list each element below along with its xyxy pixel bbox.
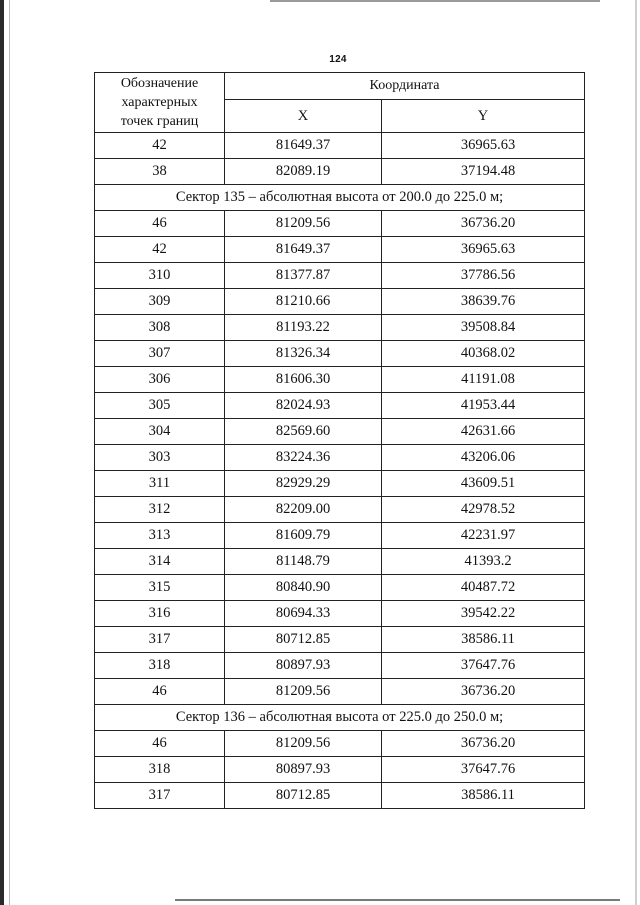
table-row	[95, 159, 585, 185]
x-cell: 82929.29	[225, 471, 382, 497]
header-point-label	[95, 73, 225, 133]
point-cell: 306	[95, 367, 225, 393]
y-cell: 43609.51	[382, 471, 585, 497]
point-cell: 308	[95, 315, 225, 341]
point-cell: 312	[95, 497, 225, 523]
y-cell: 41393.2	[382, 549, 585, 575]
y-cell: 37786.56	[382, 263, 585, 289]
x-cell: 80897.93	[225, 653, 382, 679]
table-row	[95, 783, 585, 809]
table-row	[95, 419, 585, 445]
table-row	[95, 523, 585, 549]
table-row	[95, 549, 585, 575]
y-cell: 42231.97	[382, 523, 585, 549]
x-cell: 81148.79	[225, 549, 382, 575]
y-cell: 41953.44	[382, 393, 585, 419]
point-cell: 303	[95, 445, 225, 471]
x-cell: 81609.79	[225, 523, 382, 549]
table-header-row	[95, 73, 585, 100]
y-cell: 38586.11	[382, 627, 585, 653]
x-cell: 80712.85	[225, 627, 382, 653]
table-row	[95, 341, 585, 367]
x-cell: 80694.33	[225, 601, 382, 627]
point-cell: 46	[95, 731, 225, 757]
y-cell: 40368.02	[382, 341, 585, 367]
x-cell: 80897.93	[225, 757, 382, 783]
header-label-line: точек границ	[120, 114, 199, 129]
x-cell: 81209.56	[225, 679, 382, 705]
point-cell: 42	[95, 133, 225, 159]
y-cell: 40487.72	[382, 575, 585, 601]
table-row	[95, 575, 585, 601]
table-row	[95, 471, 585, 497]
point-cell: 317	[95, 627, 225, 653]
x-cell: 81210.66	[225, 289, 382, 315]
point-cell: 309	[95, 289, 225, 315]
y-cell: 36965.63	[382, 133, 585, 159]
sector-title: Сектор 135 – абсолютная высота от 200.0 до 225.0 м;	[95, 185, 585, 211]
scan-edge-top	[270, 0, 600, 2]
x-cell: 82089.19	[225, 159, 382, 185]
table-row	[95, 653, 585, 679]
table-row	[95, 393, 585, 419]
x-cell: 81193.22	[225, 315, 382, 341]
x-cell: 80840.90	[225, 575, 382, 601]
x-cell: 81649.37	[225, 133, 382, 159]
table-row	[95, 445, 585, 471]
point-cell: 311	[95, 471, 225, 497]
point-cell: 315	[95, 575, 225, 601]
table-row	[95, 731, 585, 757]
y-cell: 38639.76	[382, 289, 585, 315]
x-cell: 80712.85	[225, 783, 382, 809]
header-y: Y	[382, 100, 585, 133]
point-cell: 38	[95, 159, 225, 185]
sector-row	[95, 185, 585, 211]
scan-edge-right	[635, 0, 637, 905]
x-cell: 81377.87	[225, 263, 382, 289]
y-cell: 37194.48	[382, 159, 585, 185]
y-cell: 39508.84	[382, 315, 585, 341]
scan-edge-left	[0, 0, 4, 905]
y-cell: 39542.22	[382, 601, 585, 627]
scan-edge-line	[9, 0, 10, 905]
y-cell: 37647.76	[382, 653, 585, 679]
y-cell: 41191.08	[382, 367, 585, 393]
y-cell: 42978.52	[382, 497, 585, 523]
point-cell: 318	[95, 757, 225, 783]
header-label-line: Обозначение	[120, 76, 199, 91]
point-cell: 46	[95, 679, 225, 705]
coordinates-table	[94, 72, 585, 809]
y-cell: 37647.76	[382, 757, 585, 783]
y-cell: 36736.20	[382, 211, 585, 237]
table-row	[95, 601, 585, 627]
table-row	[95, 263, 585, 289]
y-cell: 36965.63	[382, 237, 585, 263]
table-row	[95, 679, 585, 705]
point-cell: 307	[95, 341, 225, 367]
x-cell: 82209.00	[225, 497, 382, 523]
x-cell: 81209.56	[225, 731, 382, 757]
y-cell: 36736.20	[382, 731, 585, 757]
table-row	[95, 289, 585, 315]
y-cell: 42631.66	[382, 419, 585, 445]
y-cell: 43206.06	[382, 445, 585, 471]
point-cell: 314	[95, 549, 225, 575]
header-coordinate: Координата	[225, 73, 585, 100]
header-x: X	[225, 100, 382, 133]
sector-title: Сектор 136 – абсолютная высота от 225.0 до 250.0 м;	[95, 705, 585, 731]
table-row	[95, 627, 585, 653]
header-label-line: характерных	[121, 95, 198, 110]
point-cell: 316	[95, 601, 225, 627]
x-cell: 81209.56	[225, 211, 382, 237]
point-cell: 305	[95, 393, 225, 419]
page-number: 124	[329, 54, 347, 65]
x-cell: 83224.36	[225, 445, 382, 471]
x-cell: 81649.37	[225, 237, 382, 263]
scan-edge-bottom	[175, 899, 620, 901]
point-cell: 304	[95, 419, 225, 445]
y-cell: 38586.11	[382, 783, 585, 809]
table-row	[95, 237, 585, 263]
table-row	[95, 133, 585, 159]
point-cell: 313	[95, 523, 225, 549]
table-row	[95, 757, 585, 783]
point-cell: 310	[95, 263, 225, 289]
x-cell: 82024.93	[225, 393, 382, 419]
table-row	[95, 497, 585, 523]
point-cell: 317	[95, 783, 225, 809]
point-cell: 46	[95, 211, 225, 237]
sector-row	[95, 705, 585, 731]
x-cell: 81606.30	[225, 367, 382, 393]
table-row	[95, 211, 585, 237]
table-row	[95, 367, 585, 393]
x-cell: 81326.34	[225, 341, 382, 367]
x-cell: 82569.60	[225, 419, 382, 445]
table-row	[95, 315, 585, 341]
y-cell: 36736.20	[382, 679, 585, 705]
point-cell: 318	[95, 653, 225, 679]
point-cell: 42	[95, 237, 225, 263]
